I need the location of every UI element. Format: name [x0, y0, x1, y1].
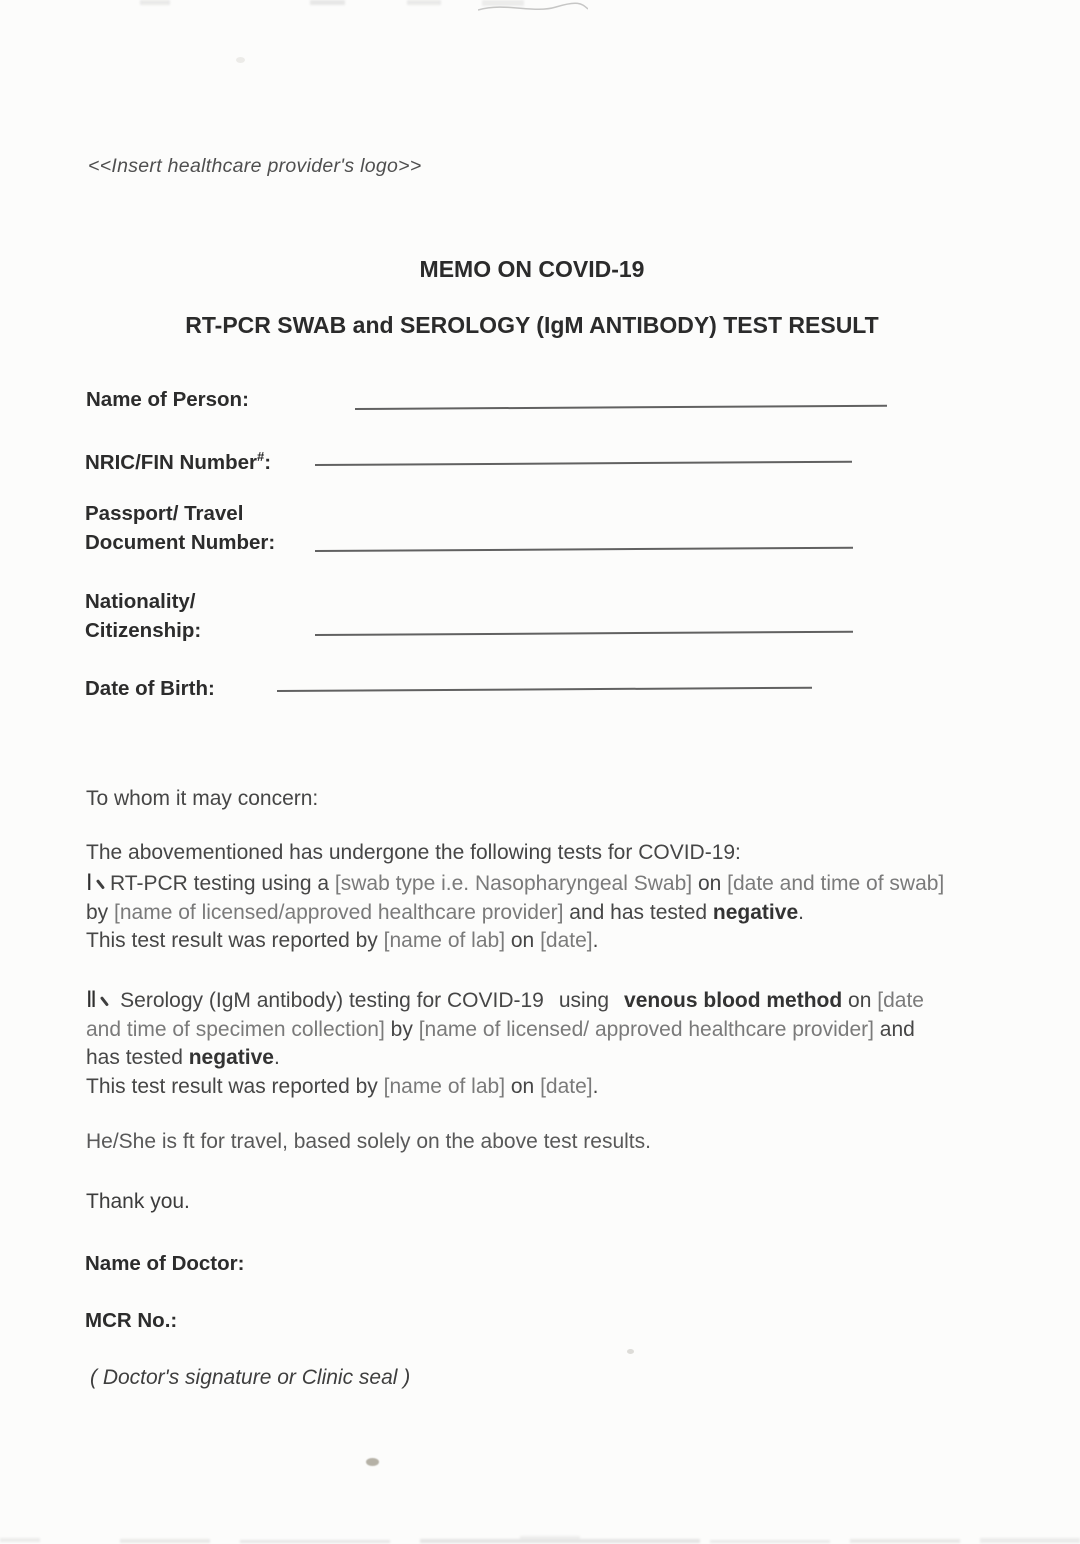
item1-report-text: on [505, 929, 541, 952]
field-line-date-of-birth [277, 687, 812, 692]
field-label-nric-fin [85, 442, 271, 477]
nationality-label-line2: Citizenship: [85, 619, 202, 642]
item2-text: has tested [86, 1046, 189, 1069]
scan-smudge [980, 1538, 1080, 1543]
roman-numeral-one: Ⅰ [86, 871, 93, 896]
item2-placeholder-provider: [name of licensed/ approved healthcare provider] [418, 1017, 874, 1041]
item2-text: on [842, 989, 878, 1012]
item2-text: . [273, 1046, 280, 1069]
test-item-1 [86, 870, 1004, 956]
scan-smudge [120, 1539, 210, 1543]
field-line-nric-fin [315, 461, 852, 466]
scan-smudge [520, 1536, 580, 1539]
item2-method-bold: venous blood method [624, 989, 843, 1012]
item1-text: and has tested [563, 900, 713, 924]
paper-speck [236, 57, 245, 63]
passport-label-line2: Document Number: [85, 531, 276, 554]
field-line-name-of-person [355, 405, 887, 410]
item1-placeholder-provider: [name of licensed/approved healthcare provider] [114, 900, 564, 924]
item1-text: RT-PCR testing using a [110, 872, 335, 895]
field-line-passport [315, 547, 853, 552]
item2-placeholder-date-open: [date [877, 989, 924, 1012]
thank-you-line: Thank you. [86, 1190, 190, 1213]
ideographic-comma [100, 996, 109, 1006]
field-label-mcr-no: MCR No.: [85, 1309, 178, 1332]
paper-speck [627, 1349, 634, 1354]
scan-smudge [710, 1540, 830, 1543]
nric-colon: : [264, 450, 272, 474]
item2-text: using [558, 989, 610, 1012]
signature-seal-note: ( Doctor's signature or Clinic seal ) [90, 1366, 411, 1389]
scan-smudge [407, 0, 441, 5]
scan-smudge [140, 0, 170, 5]
item2-report-text: on [505, 1074, 541, 1098]
field-label-nationality [85, 587, 201, 645]
field-label-name-of-person: Name of Person: [86, 388, 249, 411]
item2-text: by [384, 1017, 419, 1041]
item2-result-negative: negative [188, 1046, 274, 1069]
field-label-passport [85, 499, 275, 557]
item2-text: Serology (IgM antibody) testing for COVID-19 [114, 989, 544, 1012]
scan-smudge [240, 1540, 390, 1543]
item1-report-text: . [592, 929, 599, 952]
roman-numeral-two: Ⅱ [86, 988, 97, 1013]
item2-placeholder-lab: [name of lab] [383, 1074, 506, 1098]
item2-report-text: . [592, 1074, 599, 1098]
ideographic-comma [95, 879, 104, 889]
item1-placeholder-lab: [name of lab] [383, 929, 506, 952]
memo-subtitle: RT-PCR SWAB and SEROLOGY (IgM ANTIBODY) TEST RESULT [185, 312, 879, 338]
logo-placeholder-text: <<Insert healthcare provider's logo>> [88, 155, 422, 177]
nationality-label-line1: Nationality/ [85, 590, 196, 613]
item1-placeholder-swab-type: [swab type i.e. Nasopharyngeal Swab] [334, 872, 693, 895]
item2-placeholder-collection: and time of specimen collection] [86, 1017, 385, 1041]
item1-text: on [692, 872, 728, 895]
passport-label-line1: Passport/ Travel [85, 502, 244, 525]
field-label-nric-text: NRIC/FIN Number [85, 450, 257, 474]
item1-placeholder-swab-datetime: [date and time of swab] [727, 872, 945, 895]
test-item-2 [86, 987, 1004, 1101]
item1-result-negative: negative [712, 900, 799, 924]
memo-title: MEMO ON COVID-19 [419, 256, 645, 282]
item1-placeholder-date: [date] [540, 929, 593, 952]
intro-line: The abovementioned has undergone the following tests for COVID-19: [86, 841, 741, 864]
field-label-date-of-birth: Date of Birth: [85, 677, 215, 700]
salutation: To whom it may concern: [86, 787, 319, 810]
field-label-name-of-doctor: Name of Doctor: [85, 1252, 245, 1275]
scan-smudge [310, 0, 345, 5]
scan-smudge [420, 1539, 700, 1543]
nric-superscript: # [256, 449, 265, 464]
item1-text: by [86, 900, 115, 924]
item2-placeholder-date: [date] [540, 1074, 593, 1098]
item2-text: and [873, 1017, 915, 1041]
scan-scratch [478, 1, 588, 17]
field-line-nationality [315, 631, 853, 636]
paper-speck [366, 1458, 379, 1466]
fit-for-travel-statement: He/She is ft for travel, based solely on the above test results. [86, 1130, 651, 1153]
item1-report-text: This test result was reported by [86, 929, 384, 952]
scan-smudge [0, 1538, 40, 1542]
item2-report-text: This test result was reported by [86, 1074, 384, 1098]
item1-text: . [798, 900, 804, 924]
scan-smudge [850, 1539, 960, 1543]
